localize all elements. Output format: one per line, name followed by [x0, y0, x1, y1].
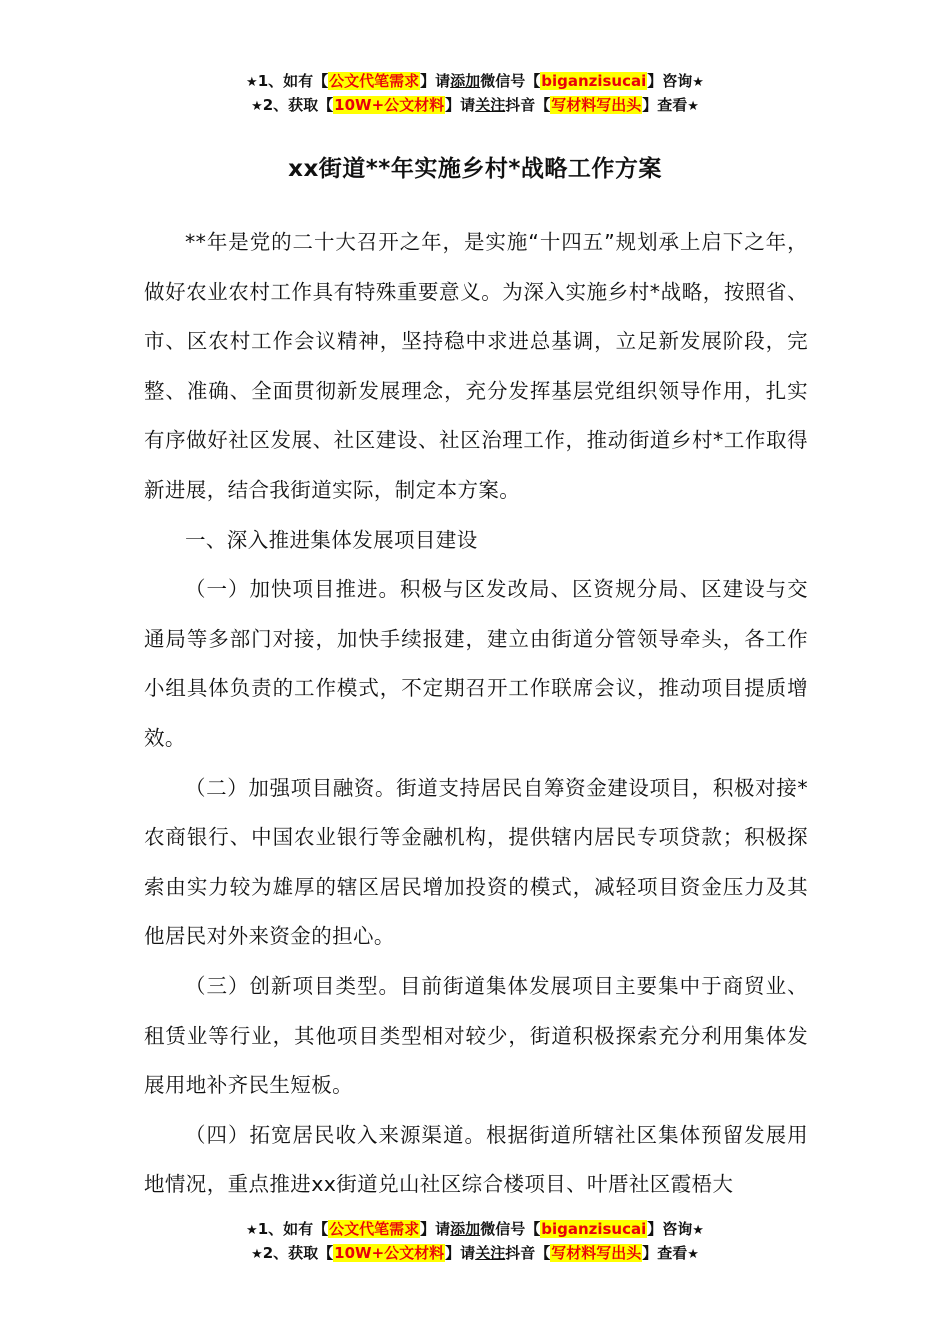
promo-text: 】查看	[642, 96, 688, 114]
star-icon: ★	[246, 1223, 258, 1238]
promo-text: 】请	[420, 72, 451, 90]
promo-text: 】查看	[642, 1244, 688, 1262]
paragraph-intro: **年是党的二十大召开之年，是实施“十四五”规划承上启下之年，做好农业农村工作具有特殊重要意义。为深入实施乡村*战略，按照省、市、区农村工作会议精神，坚持稳中求进总基调，立足新发展阶段，完整、准确、全面贯彻新发展理念，充分发挥基层党组织领导作用，扎实有序做好社区发展、社区建设、社区治理工作，推动街道乡村*工作取得新进展，结合我街道实际，制定本方案。	[144, 230, 808, 502]
promo-emphasis: 添加	[450, 1220, 481, 1238]
promo-emphasis: 添加	[450, 72, 481, 90]
promo-text: 1、如有【	[257, 1220, 329, 1238]
section-heading-1: 一、深入推进集体发展项目建设	[185, 527, 478, 552]
star-icon: ★	[687, 1247, 699, 1262]
star-icon: ★	[687, 99, 699, 114]
promo-text: 微信号【	[480, 72, 541, 90]
paragraph-item-1: （一）加快项目推进。积极与区发改局、区资规分局、区建设与交通局等多部门对接，加快手续报建，建立由街道分管领导牵头，各工作小组具体负责的工作模式，不定期召开工作联席会议，推动项目提质增效。	[144, 577, 808, 750]
star-icon: ★	[692, 1223, 704, 1238]
promo-text: 】咨询	[647, 72, 693, 90]
star-icon: ★	[251, 1247, 263, 1262]
promo-highlight: 10W+公文材料	[334, 1244, 445, 1262]
promo-highlight: 公文代笔需求	[329, 72, 420, 90]
promo-text: 2、获取【	[262, 1244, 334, 1262]
promo-line-1	[0, 70, 950, 94]
promo-text: 1、如有【	[257, 72, 329, 90]
promo-text: 抖音【	[505, 96, 551, 114]
star-icon: ★	[251, 99, 263, 114]
document-body	[144, 218, 808, 1210]
promo-text: 抖音【	[505, 1244, 551, 1262]
paragraph-item-3: （三）创新项目类型。目前街道集体发展项目主要集中于商贸业、租赁业等行业，其他项目类型相对较少，街道积极探索充分利用集体发展用地补齐民生短板。	[144, 973, 808, 1098]
paragraph-item-4: （四）拓宽居民收入来源渠道。根据街道所辖社区集体预留发展用地情况，重点推进xx街道兑山社区综合楼项目、叶厝社区霞梧大	[144, 1122, 808, 1197]
footer-promo-banner	[0, 1218, 950, 1266]
promo-account: 写材料写出头	[551, 1244, 642, 1262]
promo-wechat-id: biganzisucai	[541, 1220, 647, 1238]
promo-highlight: 10W+公文材料	[334, 96, 445, 114]
paragraph-item-2: （二）加强项目融资。街道支持居民自筹资金建设项目，积极对接*农商银行、中国农业银行等金融机构，提供辖内居民专项贷款；积极探索由实力较为雄厚的辖区居民增加投资的模式，减轻项目资金压力及其他居民对外来资金的担心。	[144, 775, 808, 949]
promo-account: 写材料写出头	[551, 96, 642, 114]
promo-emphasis: 关注	[475, 96, 506, 114]
star-icon: ★	[692, 75, 704, 90]
promo-text: 微信号【	[480, 1220, 541, 1238]
star-icon: ★	[246, 75, 258, 90]
promo-text: 】请	[445, 1244, 476, 1262]
promo-line-2	[0, 1242, 950, 1266]
promo-line-1	[0, 1218, 950, 1242]
promo-emphasis: 关注	[475, 1244, 506, 1262]
promo-line-2	[0, 94, 950, 118]
promo-text: 】请	[420, 1220, 451, 1238]
promo-text: 】请	[445, 96, 476, 114]
promo-highlight: 公文代笔需求	[329, 1220, 420, 1238]
promo-wechat-id: biganzisucai	[541, 72, 647, 90]
promo-text: 2、获取【	[262, 96, 334, 114]
promo-text: 】咨询	[647, 1220, 693, 1238]
document-title: xx街道**年实施乡村*战略工作方案	[288, 156, 662, 182]
header-promo-banner	[0, 70, 950, 118]
